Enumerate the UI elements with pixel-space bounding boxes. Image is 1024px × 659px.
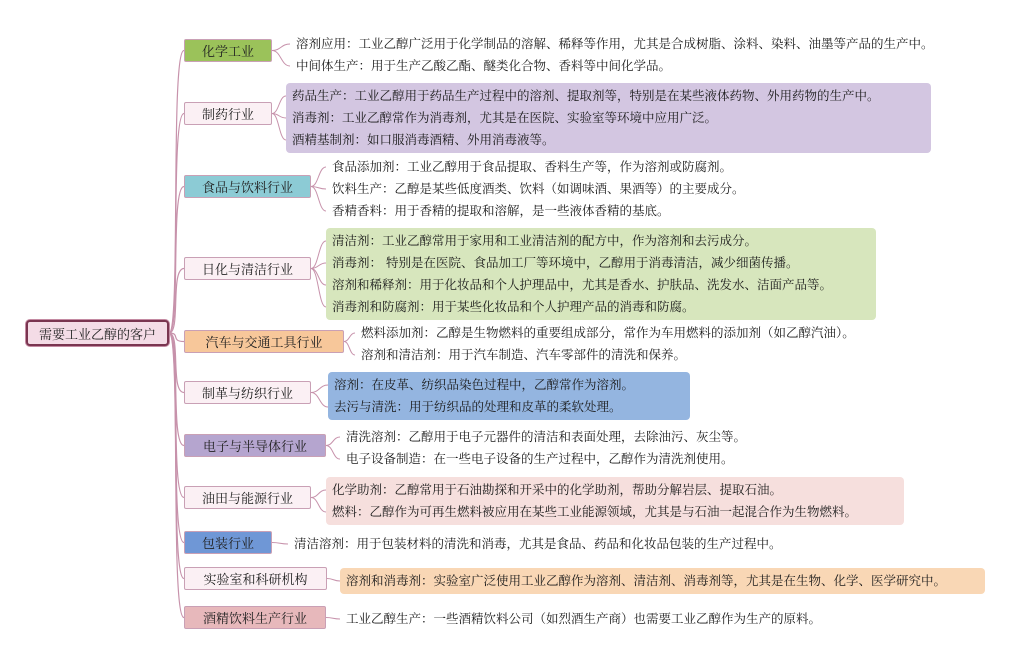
detail-text: 清洗溶剂：乙醇用于电子元器件的清洁和表面处理，去除油污、灰尘等。 bbox=[346, 429, 747, 444]
branch-label: 日化与清洁行业 bbox=[201, 263, 293, 278]
branch-detail-link bbox=[326, 437, 340, 446]
detail-text: 燃料添加剂：乙醇是生物燃料的重要组成部分，常作为车用燃料的添加剂（如乙醇汽油）。 bbox=[361, 325, 855, 340]
detail-text: 酒精基制剂：如口服消毒酒精、外用消毒液等。 bbox=[292, 132, 555, 147]
detail-text: 燃料：乙醇作为可再生燃料被应用在某些工业能源领域，尤其是与石油一起混合作为生物燃料。 bbox=[332, 504, 858, 519]
branch-detail-link bbox=[311, 393, 328, 408]
branch-detail-link bbox=[311, 498, 326, 513]
branch-detail-link bbox=[272, 96, 286, 114]
branch-detail-link bbox=[272, 51, 290, 67]
branch-label: 实验室和科研机构 bbox=[203, 573, 308, 588]
branch-label: 电子与半导体行业 bbox=[202, 440, 307, 455]
branch-detail-link bbox=[311, 490, 326, 498]
branch-detail-link bbox=[311, 187, 326, 212]
branch-label: 汽车与交通工具行业 bbox=[205, 336, 323, 351]
detail-text: 电子设备制造：在一些电子设备的生产过程中，乙醇作为清洗剂使用。 bbox=[346, 451, 734, 466]
root-branch-link bbox=[169, 269, 184, 334]
detail-text: 溶剂和稀释剂：用于化妆品和个人护理品中，尤其是香水、护肤品、洗发水、洁面产品等。 bbox=[332, 277, 833, 292]
branch-detail-link bbox=[272, 543, 288, 545]
detail-text: 工业乙醇生产：一些酒精饮料公司（如烈酒生产商）也需要工业乙醇作为生产的原料。 bbox=[346, 611, 822, 626]
detail-text: 溶剂和清洁剂：用于汽车制造、汽车零部件的清洗和保养。 bbox=[361, 347, 687, 362]
branch-node[interactable] bbox=[184, 531, 272, 554]
branch-label: 包装行业 bbox=[201, 537, 254, 552]
detail-text: 溶剂应用：工业乙醇广泛用于化学制品的溶解、稀释等作用，尤其是合成树脂、涂料、染料、油墨等产品的生产中。 bbox=[296, 36, 934, 51]
branch-details bbox=[286, 83, 931, 153]
branch-detail-link bbox=[344, 342, 355, 356]
branch-detail-link bbox=[326, 446, 340, 460]
detail-text: 饮料生产：乙醇是某些低度酒类、饮料（如调味酒、果酒等）的主要成分。 bbox=[332, 181, 745, 196]
detail-text: 消毒剂： 特别是在医院、食品加工厂等环境中，乙醇用于消毒清洁，减少细菌传播。 bbox=[332, 255, 799, 270]
branch-node[interactable] bbox=[184, 434, 326, 457]
branch-label: 化学工业 bbox=[201, 45, 254, 60]
branch-detail-link bbox=[326, 618, 340, 620]
detail-text: 溶剂：在皮革、纺织品染色过程中，乙醇常作为溶剂。 bbox=[334, 377, 635, 392]
branch-detail-link bbox=[311, 269, 326, 308]
branch-label: 制药行业 bbox=[201, 108, 254, 123]
branch-details bbox=[340, 568, 985, 594]
branch-detail-link bbox=[311, 241, 326, 269]
branch-details bbox=[328, 372, 690, 420]
branch-node[interactable] bbox=[184, 175, 311, 198]
branch-details bbox=[288, 531, 848, 557]
branch-details bbox=[340, 424, 790, 472]
root-node[interactable] bbox=[26, 320, 169, 346]
detail-text: 食品添加剂：工业乙醇用于食品提取、香料生产等，作为溶剂或防腐剂。 bbox=[332, 159, 733, 174]
branch-node[interactable] bbox=[184, 486, 311, 509]
branch-label: 制革与纺织行业 bbox=[201, 387, 293, 402]
branch-details bbox=[290, 31, 980, 79]
branch-label: 油田与能源行业 bbox=[201, 492, 293, 507]
branch-details bbox=[355, 320, 905, 368]
branch-node[interactable] bbox=[184, 39, 272, 62]
detail-text: 消毒剂：工业乙醇常作为消毒剂，尤其是在医院、实验室等环境中应用广泛。 bbox=[292, 110, 718, 125]
detail-text: 化学助剂：乙醇常用于石油勘探和开采中的化学助剂，帮助分解岩层、提取石油。 bbox=[332, 482, 783, 497]
branch-details bbox=[326, 154, 766, 224]
detail-text: 清洁剂：工业乙醇常用于家用和工业清洁剂的配方中，作为溶剂和去污成分。 bbox=[332, 233, 758, 248]
detail-text: 去污与清洗：用于纺织品的处理和皮革的柔软处理。 bbox=[334, 399, 622, 414]
root-label: 需要工业乙醇的客户 bbox=[38, 327, 156, 343]
branch-detail-link bbox=[272, 44, 290, 51]
detail-text: 溶剂和消毒剂：实验室广泛使用工业乙醇作为溶剂、清洁剂、消毒剂等，尤其是在生物、化学、医学研究中。 bbox=[346, 573, 947, 588]
branch-node[interactable] bbox=[184, 257, 311, 280]
detail-text: 清洁溶剂：用于包装材料的清洗和消毒，尤其是食品、药品和化妆品包装的生产过程中。 bbox=[294, 536, 782, 551]
branch-node[interactable] bbox=[184, 567, 327, 590]
branch-node[interactable] bbox=[184, 330, 344, 353]
branch-details bbox=[340, 606, 880, 632]
detail-text: 中间体生产：用于生产乙酸乙酯、醚类化合物、香料等中间化学品。 bbox=[296, 58, 672, 73]
branch-detail-link bbox=[311, 385, 328, 393]
detail-text: 药品生产：工业乙醇用于药品生产过程中的溶剂、提取剂等，特别是在某些液体药物、外用药物的生产中。 bbox=[292, 88, 880, 103]
branch-detail-link bbox=[327, 579, 340, 582]
detail-text: 香精香料：用于香精的提取和溶解，是一些液体香精的基底。 bbox=[332, 203, 670, 218]
branch-node[interactable] bbox=[184, 381, 311, 404]
detail-text: 消毒剂和防腐剂：用于某些化妆品和个人护理产品的消毒和防腐。 bbox=[332, 299, 695, 314]
branch-details bbox=[326, 477, 904, 525]
branch-label: 食品与饮料行业 bbox=[201, 181, 293, 196]
branch-detail-link bbox=[311, 167, 326, 187]
branch-details bbox=[326, 228, 876, 320]
branch-node[interactable] bbox=[184, 102, 272, 125]
branch-detail-link bbox=[344, 333, 355, 342]
branch-node[interactable] bbox=[184, 606, 326, 629]
branch-label: 酒精饮料生产行业 bbox=[202, 612, 307, 627]
